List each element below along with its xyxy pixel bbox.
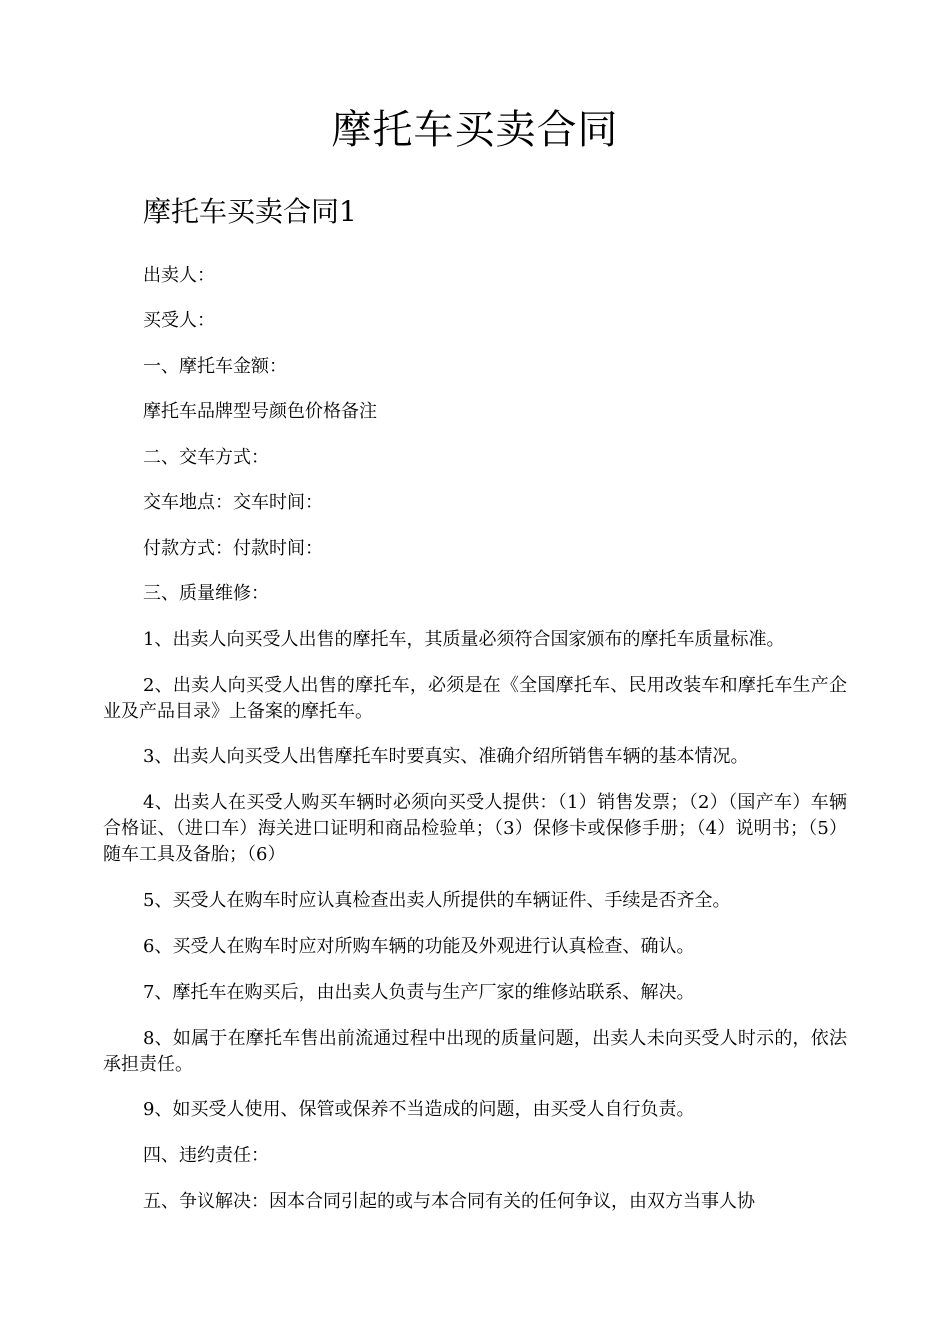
section-one-heading: 一、摩托车金额： — [143, 356, 287, 377]
clause-7: 7、摩托车在购买后，由出卖人负责与生产厂家的维修站联系、解决。 — [143, 982, 695, 1003]
payment-line: 付款方式：付款时间： — [143, 538, 323, 559]
clause-3: 3、出卖人向买受人出售摩托车时要真实、准确介绍所销售车辆的基本情况。 — [143, 746, 749, 767]
section-three-heading: 三、质量维修： — [143, 583, 269, 604]
document-subtitle: 摩托车买卖合同1 — [143, 195, 357, 228]
section-five-text: 五、争议解决：因本合同引起的或与本合同有关的任何争议，由双方当事人协 — [143, 1191, 755, 1212]
clause-4: 4、出卖人在买受人购买车辆时必须向买受人提供：（1）销售发票；（2）（国产车）车辆合格证、（进口车）海关进口证明和商品检验单；（3）保修卡或保修手册；（4）说明书；（5）随车工具及备胎；（6） — [103, 792, 847, 865]
clause-5: 5、买受人在购车时应认真检查出卖人所提供的车辆证件、手续是否齐全。 — [143, 890, 731, 911]
clause-8: 8、如属于在摩托车售出前流通过程中出现的质量问题，出卖人未向买受人时示的，依法承担责任。 — [103, 1028, 847, 1075]
clause-6: 6、买受人在购车时应对所购车辆的功能及外观进行认真检查、确认。 — [143, 936, 695, 957]
delivery-line: 交车地点：交车时间： — [143, 492, 323, 513]
clause-9: 9、如买受人使用、保管或保养不当造成的问题，由买受人自行负责。 — [143, 1099, 695, 1120]
document-title: 摩托车买卖合同 — [331, 107, 619, 153]
price-table-header: 摩托车品牌型号颜色价格备注 — [143, 401, 377, 422]
buyer-line: 买受人： — [143, 310, 215, 331]
clause-2: 2、出卖人向买受人出售的摩托车，必须是在《全国摩托车、民用改装车和摩托车生产企业及产品目录》上备案的摩托车。 — [103, 675, 847, 722]
section-four-heading: 四、违约责任： — [143, 1145, 269, 1166]
clause-1: 1、出卖人向买受人出售的摩托车，其质量必须符合国家颁布的摩托车质量标准。 — [143, 629, 785, 650]
section-two-heading: 二、交车方式： — [143, 447, 269, 468]
seller-line: 出卖人： — [143, 265, 215, 286]
